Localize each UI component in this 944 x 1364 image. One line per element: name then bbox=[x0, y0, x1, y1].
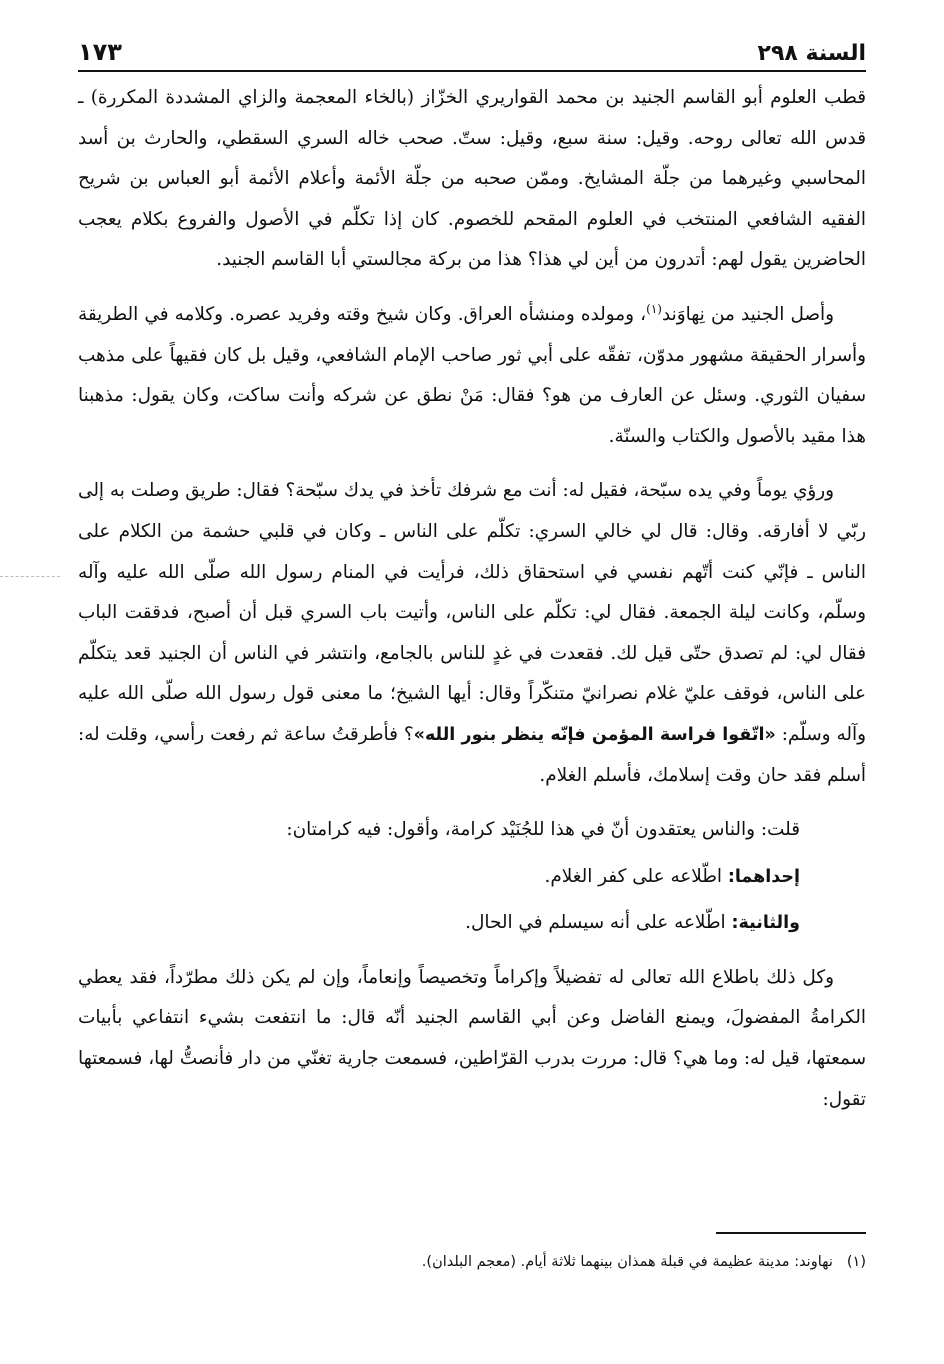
footnote-reference[interactable]: (١) bbox=[646, 301, 662, 316]
paragraph-text: ، ومولده ومنشأه العراق. وكان شيخ وقته وفريد عصره. وكلامه في الطريقة وأسرار الحقيقة مشهور مدوّن، تفقّه على أبي ثور صاحب الإمام الشافعي، وقيل بل كان فقيهاً على مذهب سفيان الثوري. وسئل عن العارف من هو؟ فقال: مَنْ نطق عن شركه وأنت ساكت، وكان يقول: مذهبنا هذا مقيد بالأصول والكتاب والسنّة. bbox=[78, 303, 866, 447]
remark-label: والثانية: bbox=[731, 913, 800, 934]
remark-intro bbox=[78, 810, 866, 851]
paragraph-text: ورؤي يوماً وفي يده سبّحة، فقيل له: أنت مع شرفك تأخذ في يدك سبّحة؟ فقال: طريق وصلت به إلى ربّي لا أفارقه. وقال: قال لي خالي السري: تكلّم على الناس ـ وكان في قلبي حشمة من الكلام على الناس ـ فإنّي كنت أتّهم نفسي في استحقاق ذلك، فرأيت في المنام رسول الله صلّى الله عليه وآله وسلّم، وكانت ليلة الجمعة. فقال لي: تكلّم على الناس، وأتيت باب السري قبل أن أصبح، فدققت الباب فقال لي: لم تصدق حتّى قيل لك. فقعدت في غدٍ للناس بالجامع، وانتشر في الناس أن الجنيد قعد يتكلّم على الناس، فوقف عليّ غلام نصرانيّ متنكّراً وقال: أيها الشيخ؛ ما معنى قول رسول الله صلّى الله عليه وآله وسلّم: bbox=[78, 480, 866, 745]
footnote-divider bbox=[716, 1232, 866, 1234]
remark-second bbox=[78, 903, 866, 944]
paragraph-text: وأصل الجنيد من نِهاوَند bbox=[661, 303, 834, 325]
footnote-number: (١) bbox=[846, 1254, 866, 1270]
hadith-quote: «اتّقوا فراسة المؤمن فإنّه ينظر بنور الله» bbox=[413, 724, 776, 745]
footnote bbox=[78, 1250, 866, 1274]
paragraph-rosary-story bbox=[78, 471, 866, 796]
remark-first bbox=[78, 857, 866, 898]
page-header bbox=[78, 22, 866, 72]
page-number: ١٧٣ bbox=[78, 38, 122, 66]
running-title: السنة ٢٩٨ bbox=[757, 41, 866, 66]
remark-text: اطّلاعه على كفر الغلام. bbox=[544, 865, 728, 887]
paragraph-junayd-intro bbox=[78, 78, 866, 281]
paragraph-text: قطب العلوم أبو القاسم الجنيد بن محمد القواريري الخزّاز (بالخاء المعجمة والزاي المشددة المكررة) ـ قدس الله تعالى روحه. وقيل: سنة سبع، وقيل: ستّ. صحب خاله السري السقطي، والحارث بن أسد المحاسبي وغيرهما من جلّة المشايخ. وممّن صحبه من جلّة الأئمة وأعلام الأئمة أبو العباس بن شريح الفقيه الشافعي المنتخب في العلوم المقحم للخصوم. كان إذا تكلّم في الأصول والفروع بكلام يعجب الحاضرين يقول لهم: أتدرون من أين لي هذا؟ هذا من بركة مجالستي أبا القاسم الجنيد. bbox=[78, 87, 866, 271]
remark-label: إحداهما: bbox=[727, 866, 800, 887]
paragraph-text: ؟ فأطرقتُ ساعة ثم رفعت رأسي، وقلت له: أسلم فقد حان وقت إسلامك، فأسلم الغلام. bbox=[78, 723, 866, 786]
margin-scan-mark bbox=[0, 576, 60, 577]
main-text bbox=[78, 78, 866, 1134]
footnote-text: نهاوند: مدينة عظيمة في قبلة همذان بينهما ثلاثة أيام. (معجم البلدان). bbox=[421, 1254, 833, 1270]
remark-text: قلت: والناس يعتقدون أنّ في هذا للجُنَيْد كرامة، وأقول: فيه كرامتان: bbox=[286, 819, 800, 841]
remark-text: اطّلاعه على أنه سيسلم في الحال. bbox=[465, 912, 732, 934]
paragraph-junayd-origin bbox=[78, 295, 866, 457]
paragraph-closing bbox=[78, 958, 866, 1120]
paragraph-text: وكل ذلك باطلاع الله تعالى له تفضيلاً وإكراماً وتخصيصاً وإنعاماً، وإن لم يكن ذلك مطرّداً، فقد يعطي الكرامةُ المفضولَ، ويمنع الفاضل وعن أبي القاسم الجنيد أنّه قال: ما انتفعت بشيء انتفاعي بأبيات سمعتها، قيل له: وما هي؟ قال: مررت بدرب القرّاطين، فسمعت جارية تغنّي من دار فأنصتُّ لها، فسمعتها تقول: bbox=[78, 966, 866, 1110]
